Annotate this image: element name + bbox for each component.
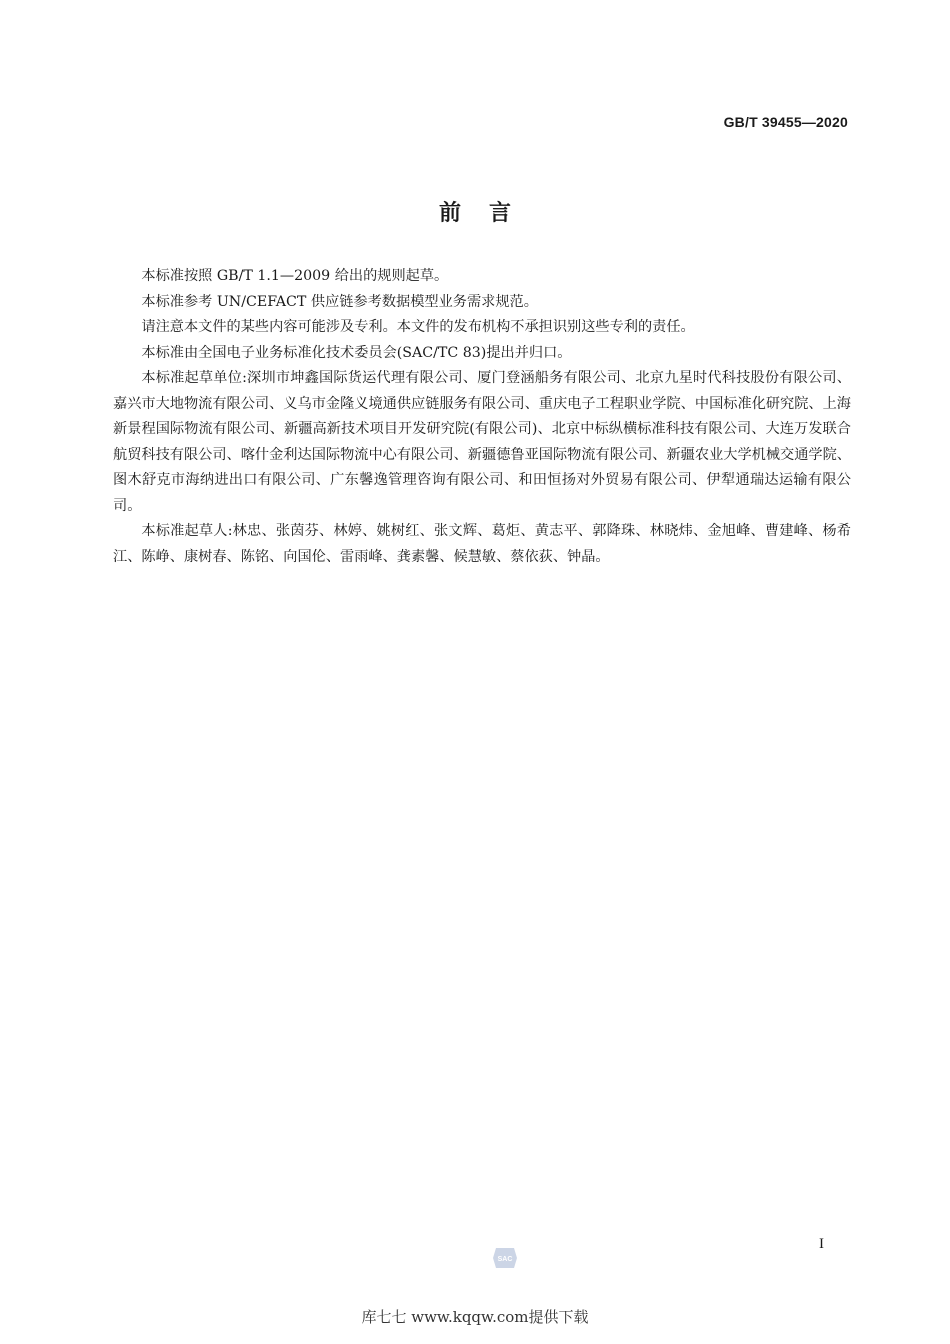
paragraph-drafting-rules: 本标准按照 GB/T 1.1—2009 给出的规则起草。 [141, 268, 449, 284]
paragraph-patent-notice: 请注意本文件的某些内容可能涉及专利。本文件的发布机构不承担识别这些专利的责任。 [141, 319, 695, 335]
foreword-body [113, 264, 851, 570]
paragraph-drafting-units: 本标准起草单位:深圳市坤鑫国际货运代理有限公司、厦门登涵船务有限公司、北京九星时代科技股份有限公司、嘉兴市大地物流有限公司、义乌市金隆义境通供应链服务有限公司、重庆电子工程职业学院、中国标准化研究院、上海新景程国际物流有限公司、新疆高新技术项目开发研究院(有限公司)、北京中标纵横标准科技有限公司、大连万发联合航贸科技有限公司、喀什金利达国际物流中心有限公司、新疆德鲁亚国际物流有限公司、新疆农业大学机械交通学院、图木舒克市海纳进出口有限公司、广东馨逸管理咨询有限公司、和田恒扬对外贸易有限公司、伊犁通瑞达运输有限公司。 [113, 370, 851, 514]
logo-text: SAC [497, 1256, 513, 1263]
page-number: I [819, 1236, 824, 1252]
footer-download-note: 库七七 www.kqqw.com提供下载 [361, 1308, 589, 1326]
paragraph-drafters: 本标准起草人:林忠、张茵芬、林婷、姚树红、张文辉、葛炬、黄志平、郭降珠、林晓炜、金旭峰、曹建峰、杨希江、陈峥、康树春、陈铭、向国伦、雷雨峰、龚素馨、候慧敏、蔡依荻、钟晶。 [113, 523, 851, 565]
paragraph-proposer: 本标准由全国电子业务标准化技术委员会(SAC/TC 83)提出并归口。 [141, 344, 572, 361]
paragraph-reference: 本标准参考 UN/CEFACT 供应链参考数据模型业务需求规范。 [141, 293, 538, 310]
standard-number: GB/T 39455—2020 [723, 114, 848, 130]
page-title: 前言 [438, 201, 539, 226]
sac-logo-icon [492, 1246, 518, 1270]
